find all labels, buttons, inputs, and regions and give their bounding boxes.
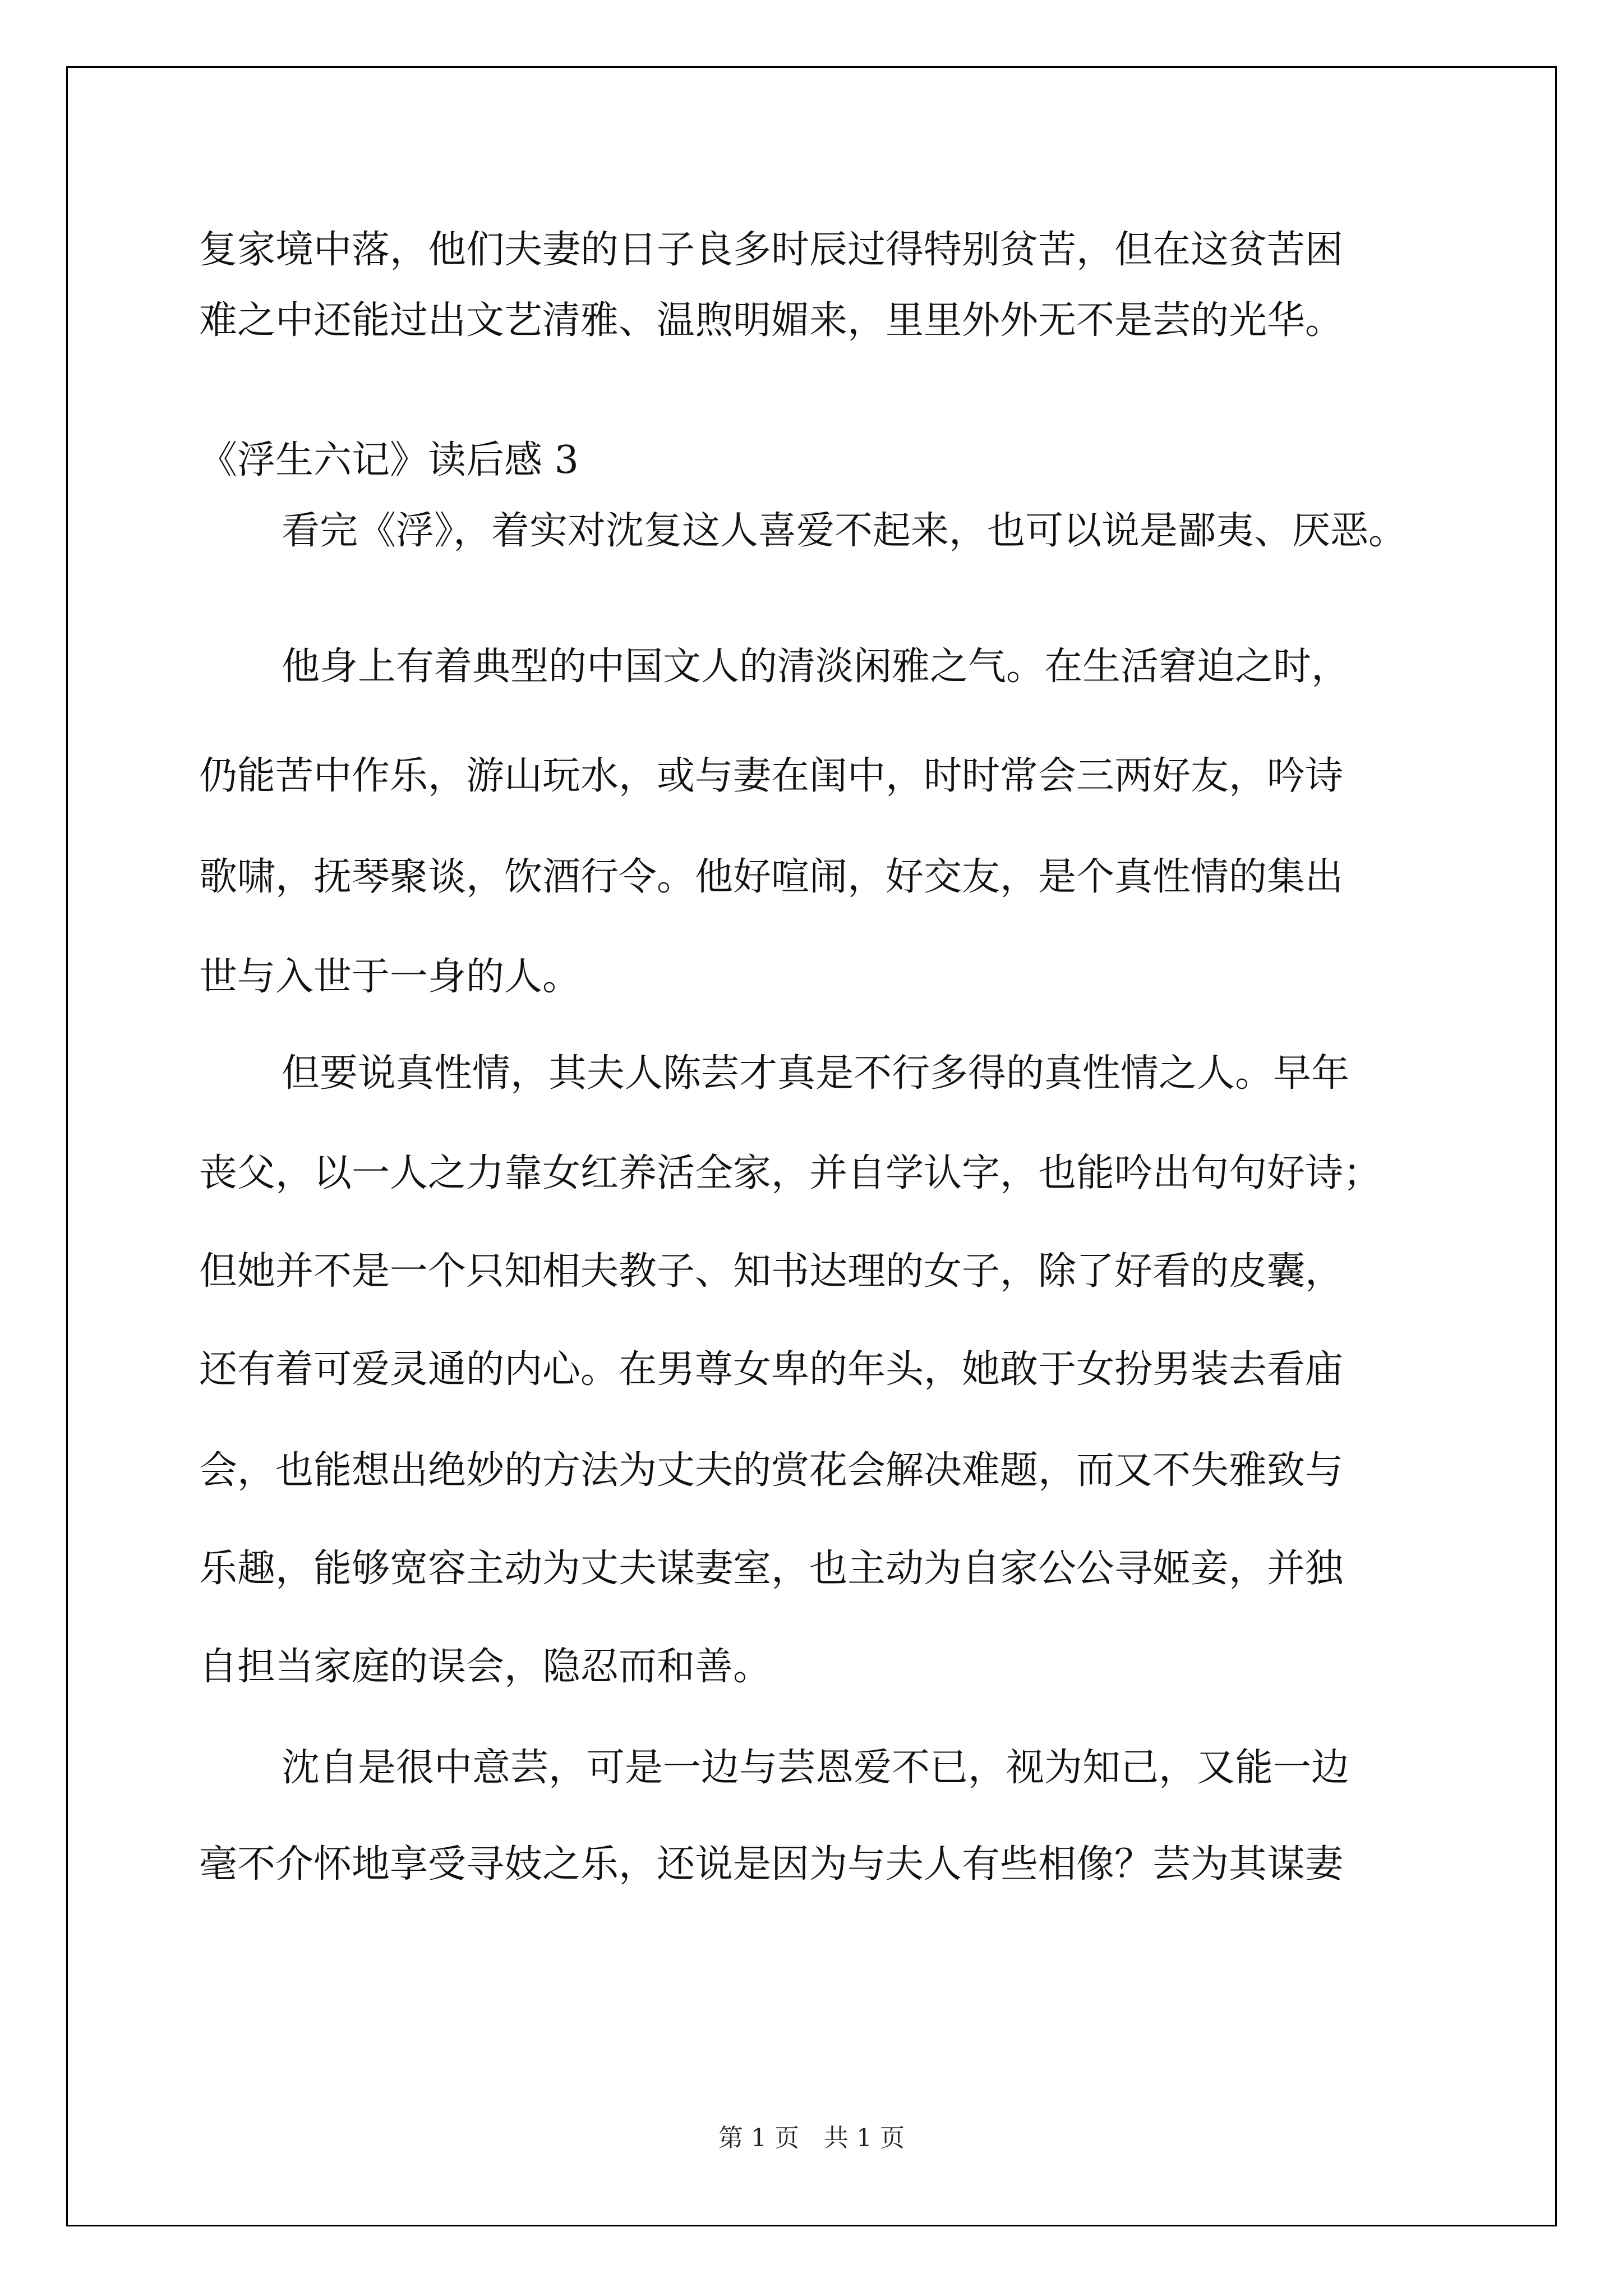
body-line-2: 难之中还能过出文艺清雅、温煦明媚来，里里外外无不是芸的光华。 — [199, 298, 1344, 343]
body-line-15: 自担当家庭的误会，隐忍而和善。 — [199, 1645, 772, 1689]
body-line-7: 歌啸，抚琴聚谈，饮酒行令。他好喧闹，好交友，是个真性情的集出 — [199, 855, 1344, 899]
body-line-8: 世与入世于一身的人。 — [199, 955, 581, 999]
body-line-12: 还有着可爱灵通的内心。在男尊女卑的年头，她敢于女扮男装去看庙 — [199, 1347, 1344, 1392]
body-line-16: 沈自是很中意芸，可是一边与芸恩爱不已，视为知己，又能一边 — [282, 1746, 1350, 1790]
body-line-5: 他身上有着典型的中国文人的清淡闲雅之气。在生活窘迫之时， — [282, 645, 1350, 689]
body-line-17: 毫不介怀地享受寻妓之乐，还说是因为与夫人有些相像？芸为其谋妻 — [199, 1842, 1344, 1887]
body-line-6: 仍能苦中作乐，游山玩水，或与妻在闺中，时时常会三两好友，吟诗 — [199, 754, 1344, 798]
body-line-4: 看完《浮》，着实对沈复这人喜爱不起来，也可以说是鄙夷、厌恶。 — [282, 509, 1407, 553]
body-line-1: 复家境中落，他们夫妻的日子良多时辰过得特别贫苦，但在这贫苦困 — [199, 228, 1344, 272]
page-number-footer: 第 1 页 共 1 页 — [718, 2124, 905, 2152]
body-line-10: 丧父，以一人之力靠女红养活全家，并自学认字，也能吟出句句好诗； — [199, 1151, 1382, 1195]
page-border — [66, 66, 1557, 2226]
body-line-9: 但要说真性情，其夫人陈芸才真是不行多得的真性情之人。早年 — [282, 1051, 1350, 1096]
section-heading: 《浮生六记》读后感 3 — [199, 438, 579, 482]
body-line-11: 但她并不是一个只知相夫教子、知书达理的女子，除了好看的皮囊， — [199, 1249, 1344, 1294]
body-line-13: 会，也能想出绝妙的方法为丈夫的赏花会解决难题，而又不失雅致与 — [199, 1448, 1344, 1493]
body-line-14: 乐趣，能够宽容主动为丈夫谋妻室，也主动为自家公公寻姬妾，并独 — [199, 1547, 1344, 1591]
